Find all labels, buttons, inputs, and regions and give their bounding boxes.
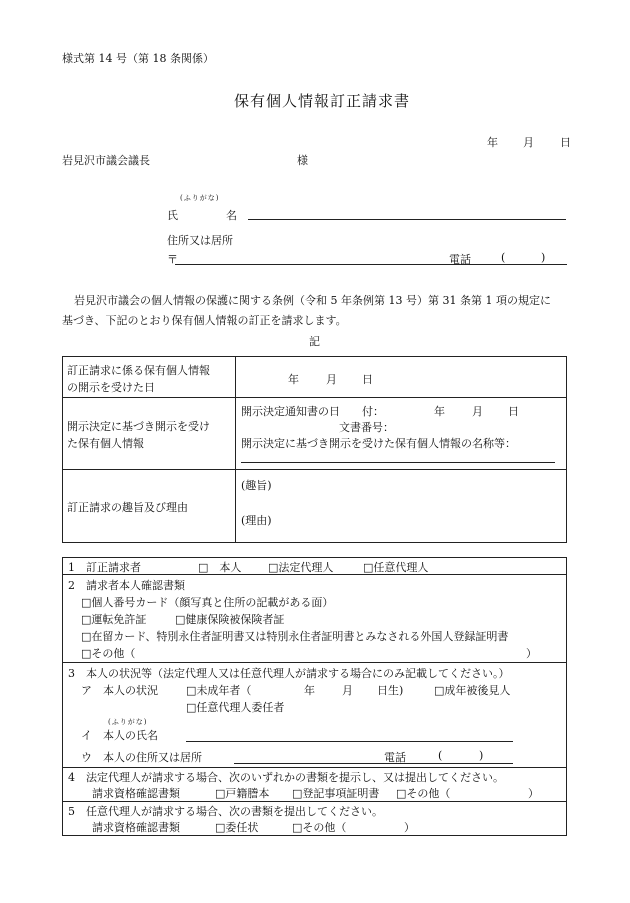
s2-insurance[interactable]: □健康保険被保険者証 (175, 613, 285, 626)
row1-month: 月 (326, 373, 337, 386)
row3-label-cell (63, 470, 236, 543)
row3-label: 訂正請求の趣旨及び理由 (67, 501, 188, 514)
s3-u-address-field[interactable] (234, 763, 513, 764)
row2-info-name-field[interactable] (241, 462, 555, 463)
s3-a-year: 年 (304, 684, 315, 697)
row1-year: 年 (288, 373, 299, 386)
s4-registry-cert[interactable]: □登記事項証明書 (292, 787, 380, 800)
row2-label-cell (63, 398, 236, 470)
s3-u-phone: 電話 (384, 751, 406, 764)
row2-year: 年 (434, 405, 445, 418)
page-title: 保有個人情報訂正請求書 (234, 92, 411, 110)
s4-docs: 請求資格確認書類 (92, 787, 180, 800)
addressee: 岩見沢市議会議長 (62, 154, 150, 167)
s2-my-number[interactable]: □個人番号カード（顔写真と住所の記載がある面） (81, 596, 334, 609)
date-month: 月 (523, 136, 534, 149)
row1-label-2: の開示を受けた日 (67, 381, 155, 394)
row3-reason: (理由) (241, 514, 272, 527)
section-4 (63, 768, 567, 802)
form-number: 様式第 14 号（第 18 条関係） (62, 52, 214, 65)
s3-title: 3 本人の状況等（法定代理人又は任意代理人が請求する場合にのみ記載してください。） (68, 667, 510, 680)
requester-table (62, 557, 567, 836)
s2-title: 2 請求者本人確認書類 (68, 579, 185, 592)
s5-other[interactable]: □その他（ (292, 821, 347, 834)
row1-value-cell[interactable] (236, 357, 567, 398)
s5-docs: 請求資格確認書類 (92, 821, 180, 834)
section-1 (63, 558, 567, 575)
ki-mark: 記 (309, 335, 320, 348)
s5-other-close: ） (404, 821, 415, 834)
row2-info-name: 開示決定に基づき開示を受けた保有個人情報の名称等： (241, 437, 516, 450)
s2-license[interactable]: □運転免許証 (81, 613, 147, 626)
row2-label-2: た保有個人情報 (67, 437, 144, 450)
date-day: 日 (560, 136, 571, 149)
s3-a-ward[interactable]: □成年被後見人 (434, 684, 511, 697)
address-field[interactable] (175, 264, 567, 265)
s3-a-delegator[interactable]: □任意代理人委任者 (186, 701, 285, 714)
s3-a-month: 月 (342, 684, 353, 697)
row2-month: 月 (472, 405, 483, 418)
s3-i-name-field[interactable] (186, 741, 513, 742)
s4-family-register[interactable]: □戸籍謄本 (215, 787, 270, 800)
row1-label-1: 訂正請求に係る保有個人情報 (67, 364, 210, 377)
s4-other[interactable]: □その他（ (396, 787, 451, 800)
s3-i-label: イ 本人の氏名 (81, 729, 158, 742)
s3-a-minor[interactable]: □未成年者（ (186, 684, 252, 697)
s1-opt-self[interactable]: □ 本人 (198, 561, 242, 574)
row2-notice-date: 開示決定通知書の日 付： (241, 405, 384, 418)
intro-line-1: 岩見沢市議会の個人情報の保護に関する条例（令和 5 年条例第 13 号）第 31 条第 1 項の規定に (74, 294, 551, 307)
row3-value-cell[interactable] (236, 470, 567, 543)
furigana-label: (ふりがな) (180, 194, 220, 202)
row3-purpose: (趣旨) (241, 479, 272, 492)
name-field[interactable] (248, 219, 566, 220)
row2-doc-number: 文書番号： (339, 421, 394, 434)
s2-other[interactable]: □その他（ (81, 647, 136, 660)
postal-mark: 〒 (167, 253, 178, 266)
s3-i-furigana: (ふりがな) (108, 718, 148, 726)
section-5 (63, 802, 567, 836)
phone-label: 電話 (449, 253, 471, 266)
phone-paren-close: ) (541, 251, 546, 264)
s1-opt-legal[interactable]: □法定代理人 (268, 561, 334, 574)
s5-proxy-letter[interactable]: □委任状 (215, 821, 259, 834)
s4-title: 4 法定代理人が請求する場合、次のいずれかの書類を提示し、又は提出してください。 (68, 771, 504, 784)
s3-u-paren-open: ( (438, 749, 443, 762)
s2-residence-card[interactable]: □在留カード、特別永住者証明書又は特別永住者証明書とみなされる外国人登録証明書 (81, 630, 509, 643)
s2-other-close: ） (526, 647, 537, 660)
intro-line-2: 基づき、下記のとおり保有個人情報の訂正を請求します。 (62, 314, 347, 327)
row2-label-1: 開示決定に基づき開示を受け (67, 420, 210, 433)
s4-other-close: ） (528, 787, 539, 800)
row2-day: 日 (508, 405, 519, 418)
row2-value-cell[interactable] (236, 398, 567, 470)
s1-opt-agent[interactable]: □任意代理人 (363, 561, 429, 574)
row1-day: 日 (362, 373, 373, 386)
name-label-1: 氏 (167, 209, 178, 222)
s3-u-label: ウ 本人の住所又は居所 (81, 751, 202, 764)
s3-a-label: ア 本人の状況 (81, 684, 158, 697)
date-year: 年 (487, 136, 498, 149)
address-label: 住所又は居所 (167, 234, 233, 247)
s3-u-paren-close: ) (479, 749, 484, 762)
s1-label: 1 訂正請求者 (68, 561, 141, 574)
request-table (62, 356, 567, 543)
section-2 (63, 575, 567, 663)
row1-label-cell (63, 357, 236, 398)
s3-a-day: 日生) (377, 684, 404, 697)
s5-title: 5 任意代理人が請求する場合、次の書類を提出してください。 (68, 805, 383, 818)
addressee-sama: 様 (297, 154, 308, 167)
section-3 (63, 663, 567, 768)
name-label-2: 名 (226, 209, 237, 222)
phone-paren-open: ( (501, 251, 506, 264)
